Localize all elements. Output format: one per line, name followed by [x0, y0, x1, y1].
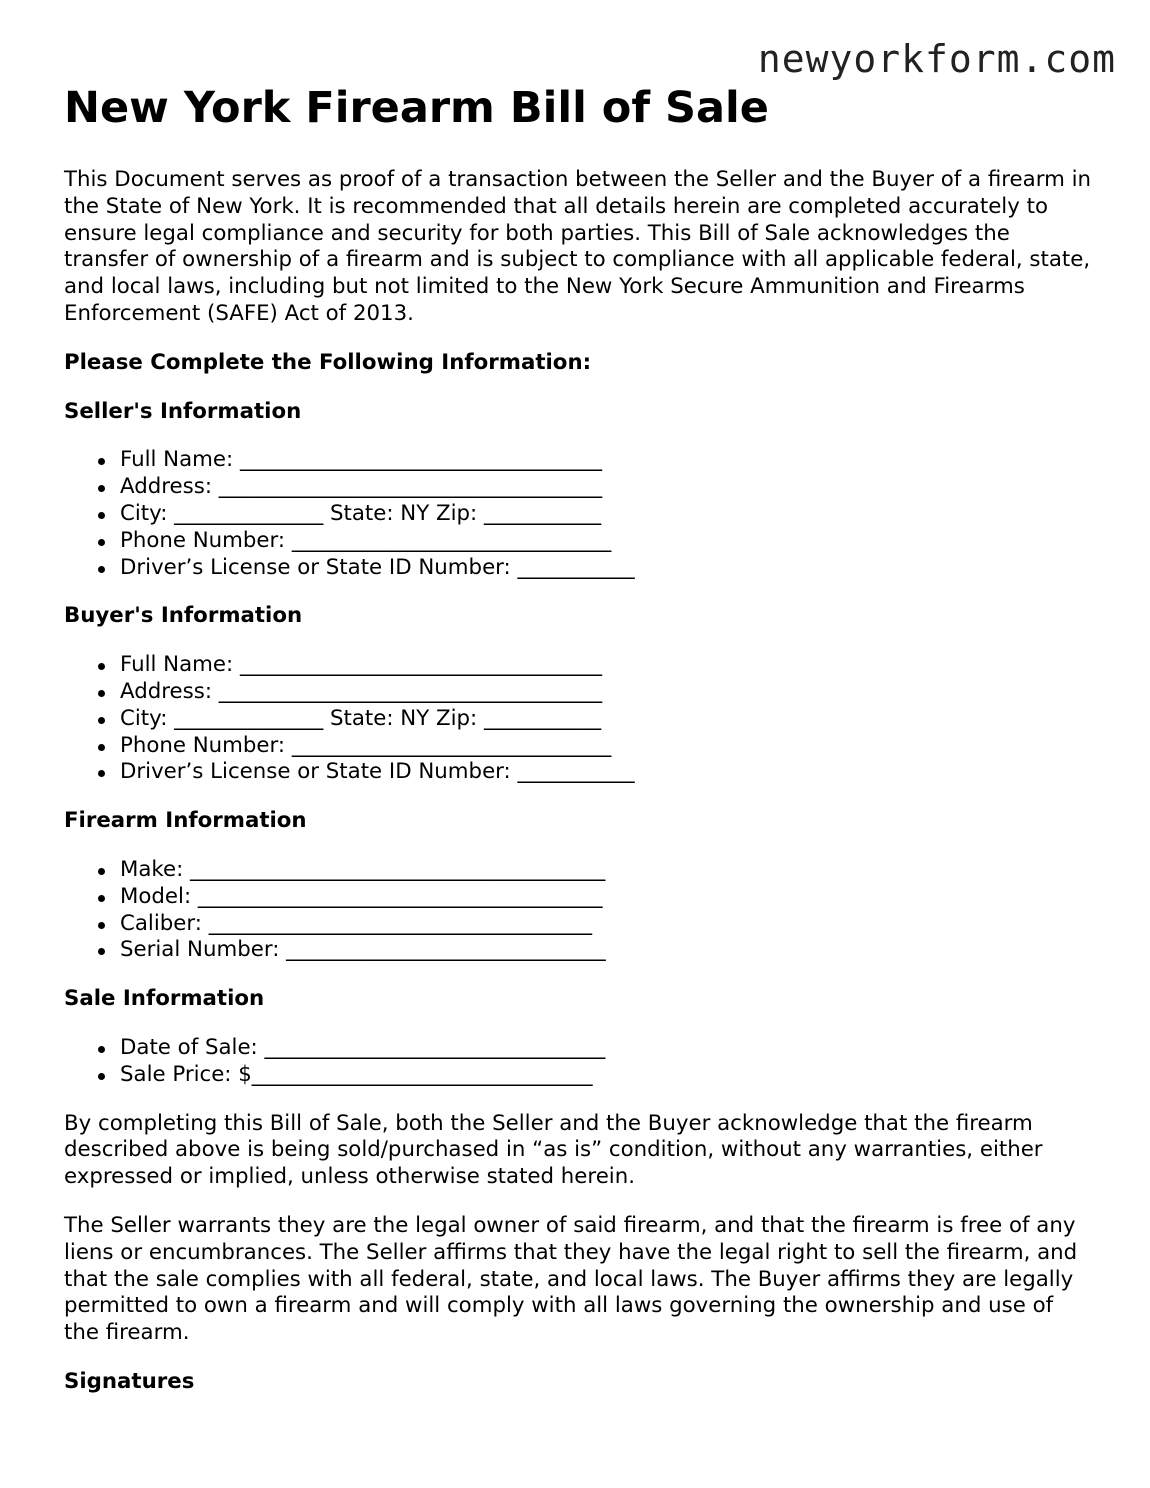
sale-date-field: Date of Sale: ________________________________: [120, 1035, 1094, 1062]
buyer-city-state-zip-field: City: ______________ State: NY Zip: ___________: [120, 706, 1094, 733]
firearm-caliber-field: Caliber: ____________________________________: [120, 911, 1094, 938]
document-title: New York Firearm Bill of Sale: [64, 83, 769, 133]
warranty-paragraph: The Seller warrants they are the legal owner of said firearm, and that the firearm is free of any liens or encumbrances. The Seller affirms that they have the legal right to sell the firearm, and that the sale complies with all federal, state, and local laws. The Buyer affirms they are legally permitted to own a firearm and will comply with all laws governing the ownership and use of the firearm.: [64, 1212, 1078, 1346]
firearm-model-field: Model: ______________________________________: [120, 884, 1094, 911]
intro-paragraph: This Document serves as proof of a transaction between the Seller and the Buyer of a firearm in the State of New York. It is recommended that all details herein are completed accurately to ensure legal compliance and security for both parties. This Bill of Sale acknowledges the transfer of ownership of a firearm and is subject to compliance with all applicable federal, state, and local laws, including but not limited to the New York Secure Ammunition and Firearms Enforcement (SAFE) Act of 2013.: [64, 167, 1092, 326]
seller-city-state-zip-field: City: ______________ State: NY Zip: ___________: [120, 501, 1094, 528]
seller-fields: [64, 447, 1094, 581]
sale-heading: Sale Information: [64, 986, 265, 1012]
seller-license-field: Driver’s License or State ID Number: ___________: [120, 555, 1094, 582]
firearm-serial-field: Serial Number: ______________________________: [120, 937, 1094, 964]
firearm-heading: Firearm Information: [64, 808, 307, 834]
buyer-full-name-field: Full Name: __________________________________: [120, 652, 1094, 679]
firearm-make-field: Make: _______________________________________: [120, 857, 1094, 884]
seller-address-field: Address: ____________________________________: [120, 474, 1094, 501]
buyer-fields: [64, 652, 1094, 786]
sale-fields: [64, 1035, 1094, 1089]
firearm-fields: [64, 857, 1094, 964]
acknowledgement-paragraph: By completing this Bill of Sale, both the Seller and the Buyer acknowledge that the firearm described above is being sold/purchased in “as is” condition, without any warranties, either expressed or implied, unless otherwise stated herein.: [64, 1110, 1043, 1190]
document-page: [64, 82, 1094, 1396]
buyer-address-field: Address: ____________________________________: [120, 679, 1094, 706]
buyer-license-field: Driver’s License or State ID Number: ___________: [120, 759, 1094, 786]
buyer-phone-field: Phone Number: ______________________________: [120, 733, 1094, 760]
seller-full-name-field: Full Name: __________________________________: [120, 447, 1094, 474]
site-watermark: newyorkform.com: [757, 37, 1116, 81]
seller-heading: Seller's Information: [64, 398, 302, 424]
buyer-heading: Buyer's Information: [64, 603, 303, 629]
complete-heading: Please Complete the Following Information:: [64, 349, 592, 375]
sale-price-field: Sale Price: $________________________________: [120, 1062, 1094, 1089]
signatures-heading: Signatures: [64, 1368, 195, 1394]
seller-phone-field: Phone Number: ______________________________: [120, 528, 1094, 555]
